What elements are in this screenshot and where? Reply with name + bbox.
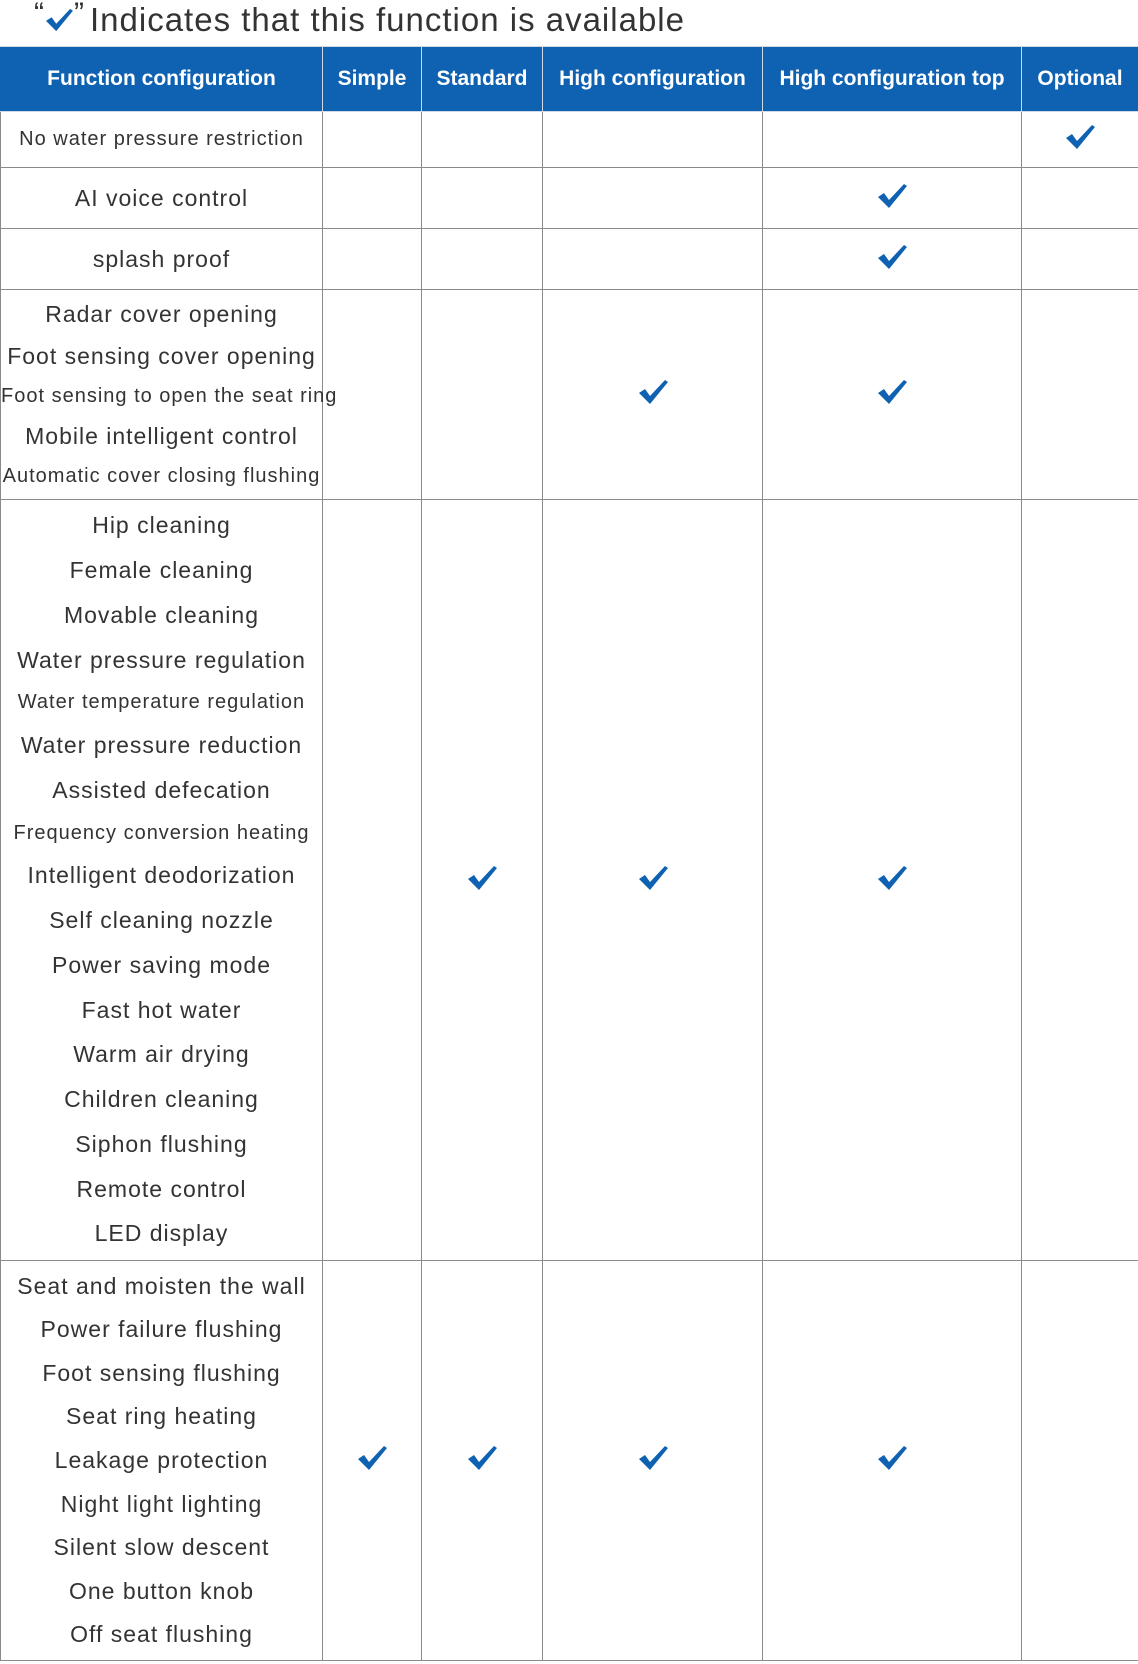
feature-label: Warm air drying: [73, 1041, 250, 1068]
cell-optional: [1022, 112, 1138, 168]
cell-optional: [1022, 229, 1138, 290]
check-icon: [637, 1444, 669, 1472]
feature-label: LED display: [94, 1220, 229, 1247]
check-icon: [637, 864, 669, 892]
header-simple: Simple: [323, 47, 422, 112]
feature-cell: [1, 229, 323, 290]
cell-high-configuration: [543, 1261, 763, 1661]
cell-standard: [422, 500, 543, 1261]
cell-high-configuration-top: [763, 1261, 1022, 1661]
feature-cell: [1, 1261, 323, 1661]
cell-simple: [323, 168, 422, 229]
cell-simple: [323, 1261, 422, 1661]
check-icon: [466, 1444, 498, 1472]
header-high-configuration: High configuration: [543, 47, 763, 112]
table-row: [1, 1261, 1138, 1661]
table-row: [1, 290, 1138, 500]
feature-cell: [1, 290, 338, 500]
check-icon: [876, 864, 908, 892]
table-row: [1, 229, 1138, 290]
feature-label: Power saving mode: [52, 951, 271, 978]
feature-label: Seat and moisten the wall: [17, 1272, 306, 1299]
feature-label: Movable cleaning: [63, 601, 259, 628]
header-function-configuration: Function configuration: [1, 47, 323, 112]
table-row: [1, 500, 1138, 1261]
header-row: [1, 47, 1138, 112]
check-icon: [876, 182, 908, 210]
cell-high-configuration: [543, 168, 763, 229]
feature-label: No water pressure restriction: [19, 128, 304, 150]
feature-label: Off seat flushing: [70, 1621, 253, 1648]
check-icon: [1064, 123, 1096, 151]
feature-label: Water pressure reduction: [20, 732, 303, 759]
feature-label: Foot sensing cover opening: [7, 343, 316, 369]
feature-label: Water pressure regulation: [17, 646, 306, 673]
check-icon: [44, 7, 74, 33]
feature-label: Remote control: [76, 1175, 247, 1202]
feature-label: Foot sensing to open the seat ring: [1, 385, 338, 407]
cell-optional: [1022, 290, 1138, 500]
feature-cell: [1, 112, 323, 168]
cell-high-configuration: [543, 290, 763, 500]
feature-label: Hip cleaning: [92, 512, 231, 539]
cell-simple: [323, 229, 422, 290]
feature-label: splash proof: [92, 245, 231, 272]
function-configuration-table: [0, 46, 1138, 1661]
check-icon: [876, 378, 908, 406]
check-icon: [637, 378, 669, 406]
cell-high-configuration-top: [763, 112, 1022, 168]
legend-close-quote: ”: [74, 0, 84, 30]
cell-optional: [1022, 168, 1138, 229]
feature-label: Silent slow descent: [53, 1534, 270, 1561]
feature-label: Night light lighting: [60, 1490, 263, 1517]
header-high-configuration-top: High configuration top: [763, 47, 1022, 112]
feature-label: Frequency conversion heating: [13, 821, 310, 844]
cell-high-configuration-top: [763, 500, 1022, 1261]
cell-high-configuration-top: [763, 229, 1022, 290]
check-icon: [466, 864, 498, 892]
feature-label: Intelligent deodorization: [27, 862, 296, 889]
feature-label: Assisted defecation: [52, 776, 271, 803]
header-optional: Optional: [1022, 47, 1138, 112]
table-row: [1, 112, 1138, 168]
feature-cell: [1, 168, 323, 229]
cell-standard: [422, 290, 543, 500]
cell-optional: [1022, 500, 1138, 1261]
check-icon: [876, 243, 908, 271]
cell-optional: [1022, 1261, 1138, 1661]
feature-label: Children cleaning: [64, 1086, 259, 1113]
cell-standard: [422, 168, 543, 229]
feature-label: Mobile intelligent control: [25, 423, 298, 449]
feature-label: Female cleaning: [69, 557, 254, 584]
legend-open-quote: “: [34, 0, 44, 30]
feature-label: Foot sensing flushing: [42, 1359, 281, 1386]
cell-high-configuration: [543, 229, 763, 290]
cell-simple: [323, 500, 422, 1261]
check-icon: [876, 1444, 908, 1472]
feature-label: Automatic cover closing flushing: [2, 465, 321, 487]
cell-high-configuration-top: [763, 168, 1022, 229]
feature-cell: [1, 500, 323, 1261]
cell-simple: [323, 112, 422, 168]
feature-label: AI voice control: [74, 184, 249, 211]
feature-label: Fast hot water: [81, 996, 242, 1023]
cell-high-configuration: [543, 112, 763, 168]
feature-label: Siphon flushing: [75, 1130, 248, 1157]
cell-standard: [422, 1261, 543, 1661]
feature-label: Seat ring heating: [66, 1403, 257, 1430]
cell-high-configuration: [543, 500, 763, 1261]
feature-label: Leakage protection: [54, 1446, 269, 1473]
feature-label: Water temperature regulation: [17, 691, 306, 714]
feature-label: Self cleaning nozzle: [49, 907, 274, 934]
cell-standard: [422, 112, 543, 168]
legend-text: Indicates that this function is available: [90, 1, 685, 38]
header-standard: Standard: [422, 47, 543, 112]
feature-label: Radar cover opening: [45, 301, 278, 327]
cell-standard: [422, 229, 543, 290]
legend: [34, 0, 685, 40]
cell-high-configuration-top: [763, 290, 1022, 500]
cell-simple: [323, 290, 422, 500]
feature-label: Power failure flushing: [40, 1316, 283, 1343]
feature-label: One button knob: [68, 1577, 255, 1604]
table-row: [1, 168, 1138, 229]
check-icon: [356, 1444, 388, 1472]
